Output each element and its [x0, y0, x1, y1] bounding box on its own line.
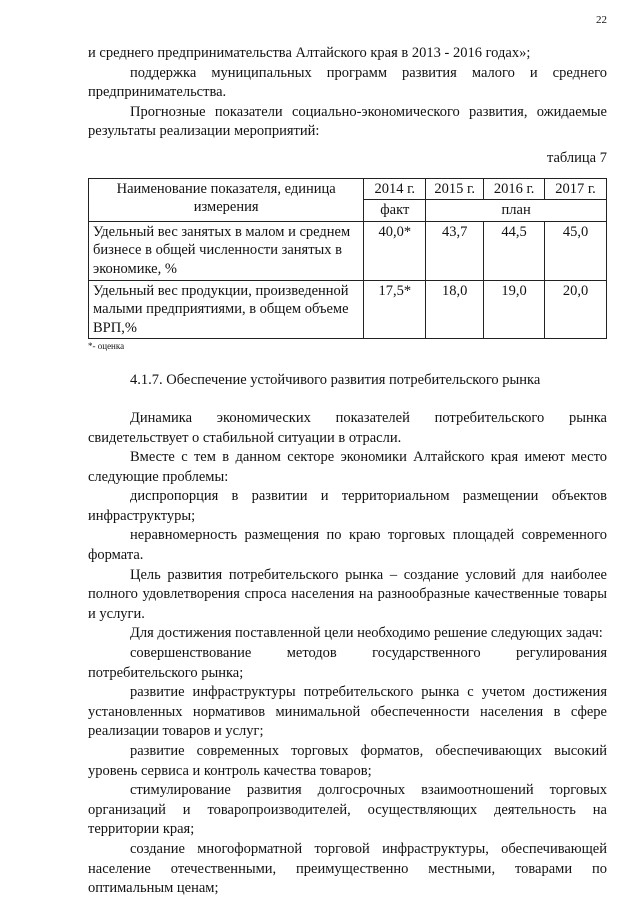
- list-item: совершенствование методов государственного регулирования потребительского рынка;: [88, 645, 607, 681]
- value-2016: 44,5: [484, 221, 545, 280]
- list-item: неравномерность размещения по краю торговых площадей современного формата.: [88, 527, 607, 564]
- header-2016: 2016 г.: [484, 178, 545, 200]
- table-row: [89, 280, 607, 339]
- paragraph: Прогнозные показатели социально-экономического развития, ожидаемые результаты реализации мероприятий:: [88, 103, 607, 140]
- paragraph: Цель развития потребительского рынка – создание условий для наиболее полного удовлетворения спроса населения на разнообразные качественные товары и услуги.: [88, 566, 607, 622]
- header-2017: 2017 г.: [545, 178, 607, 200]
- value-2015: 43,7: [426, 221, 484, 280]
- paragraph: Вместе с тем в данном секторе экономики Алтайского края имеют место следующие проблемы:: [88, 449, 607, 485]
- row-name: Удельный вес занятых в малом и среднем бизнесе в общей численности занятых в экономике, %: [89, 221, 364, 280]
- page-number: 22: [596, 14, 607, 26]
- indicators-table: [88, 178, 607, 340]
- section-title: 4.1.7. Обеспечение устойчивого развития потребительского рынка: [130, 372, 541, 389]
- paragraph: и среднего предпринимательства Алтайского края в 2013 - 2016 годах»;: [88, 45, 531, 61]
- list-item: развитие инфраструктуры потребительского рынка с учетом достижения установленных нормативов минимальной обеспеченности населения в сфере реализации товаров и услуг;: [88, 684, 607, 740]
- value-2014: 17,5*: [364, 280, 426, 339]
- table-footnote: *- оценка: [88, 341, 125, 352]
- header-plan: план: [426, 200, 607, 222]
- paragraph: Динамика экономических показателей потребительского рынка свидетельствует о стабильной ситуации в отрасли.: [88, 409, 607, 446]
- value-2017: 20,0: [545, 280, 607, 339]
- header-fact: факт: [364, 200, 426, 222]
- spacer: [88, 391, 607, 409]
- table-header-row: [89, 178, 607, 200]
- table-row: [89, 221, 607, 280]
- row-name: Удельный вес продукции, произведенной малыми предприятиями, в общем объеме ВРП,%: [89, 280, 364, 339]
- table-caption: таблица 7: [546, 149, 607, 166]
- value-2017: 45,0: [545, 221, 607, 280]
- list-item: стимулирование развития долгосрочных взаимоотношений торговых организаций и товаропроизводителей, осуществляющих деятельность на территории края;: [88, 782, 607, 838]
- page-content: [88, 44, 607, 899]
- list-item: диспропорция в развитии и территориальном размещении объектов инфраструктуры;: [88, 488, 607, 524]
- header-2014: 2014 г.: [364, 178, 426, 200]
- value-2016: 19,0: [484, 280, 545, 339]
- paragraph: поддержка муниципальных программ развития малого и среднего предпринимательства.: [88, 64, 607, 101]
- header-indicator-name: Наименование показателя, единица измерения: [89, 178, 364, 221]
- paragraph: Для достижения поставленной цели необходимо решение следующих задач:: [130, 625, 603, 642]
- value-2014: 40,0*: [364, 221, 426, 280]
- list-item: развитие современных торговых форматов, обеспечивающих высокий уровень сервиса и контроль качества товаров;: [88, 743, 607, 779]
- value-2015: 18,0: [426, 280, 484, 339]
- list-item: создание многоформатной торговой инфраструктуры, обеспечивающей население отечественными, преимущественно местными, товарами по оптимальным ценам;: [88, 840, 607, 897]
- header-2015: 2015 г.: [426, 178, 484, 200]
